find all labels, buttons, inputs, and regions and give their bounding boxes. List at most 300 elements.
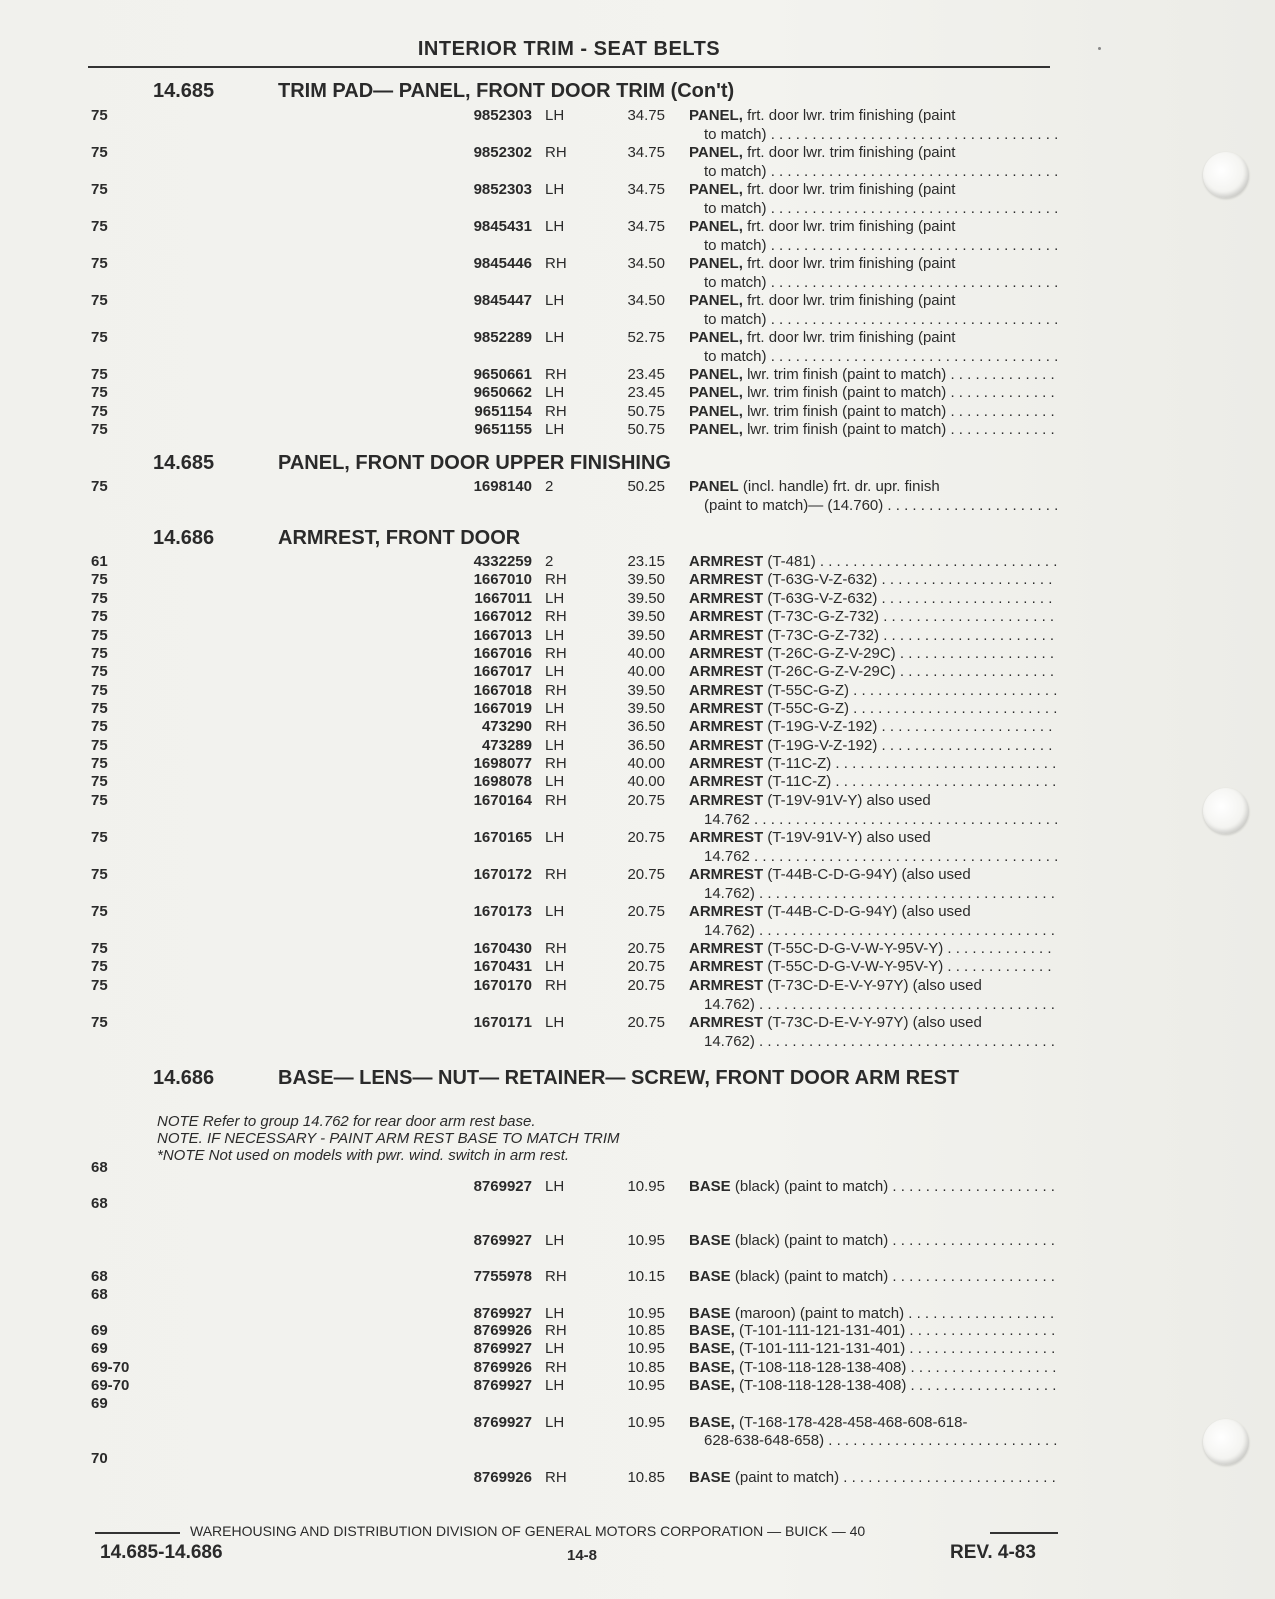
model-year: 69 [91,1395,108,1412]
part-description [689,700,1057,719]
side-or-qty: 2 [545,478,554,495]
part-number: 9650662 [473,384,532,401]
footer-rule-right [990,1532,1058,1534]
description-text: (T-55C-G-Z) . . . [763,682,1057,699]
footer-division: WAREHOUSING AND DISTRIBUTION DIVISION OF GENERAL MOTORS CORPORATION — BUICK — 40 [190,1523,866,1539]
part-description [689,737,1057,756]
description-keyword: ARMREST [689,903,764,920]
list-price: 34.50 [627,255,665,272]
description-text: frt. door lwr. trim finishing (paint [742,329,956,346]
description-text: to match) . . . [704,311,1057,328]
side-or-qty: RH [545,977,567,994]
description-text: (T-19G-V-Z-192) . . . [763,718,1057,735]
part-description [689,384,1057,403]
description-text: (black) (paint to match) . . . [731,1232,1057,1249]
description-text: (T-55C-D-G-V-W-Y-95V-Y) . . . [763,940,1057,957]
description-line [689,366,1057,385]
part-number: 1667013 [473,627,532,644]
model-year: 75 [91,403,108,420]
description-line [689,348,1057,367]
footer-page-number: 14-8 [567,1547,598,1564]
part-description [689,421,1057,440]
description-line [689,773,1057,792]
description-keyword: BASE [689,1177,731,1195]
side-or-qty: LH [545,590,565,607]
description-text: (black) (paint to match) . . . [731,1268,1057,1285]
part-number: 9650661 [473,366,532,383]
side-or-qty: RH [545,1468,567,1486]
side-or-qty: LH [545,627,565,644]
description-line [689,866,1057,885]
side-or-qty: LH [545,829,565,846]
description-keyword: ARMREST [689,792,764,809]
part-number: 1698077 [473,755,532,772]
part-number: 8769927 [473,1304,532,1322]
description-keyword: BASE, [689,1377,735,1394]
description-keyword: ARMREST [689,958,764,975]
list-price: 20.75 [627,1014,665,1031]
section-note: NOTE. IF NECESSARY - PAINT ARM REST BASE TO MATCH TRIM [157,1130,620,1147]
list-price: 40.00 [627,645,665,662]
description-line [689,608,1057,627]
description-text: (black) (paint to match) . . . [731,1178,1057,1195]
list-price: 39.50 [627,700,665,717]
description-keyword: ARMREST [689,608,764,625]
side-or-qty: LH [545,958,565,975]
list-price: 34.75 [627,218,665,235]
part-description [689,292,1057,329]
part-number: 1670172 [473,866,532,883]
part-number: 9845447 [473,292,532,309]
description-text: (T-44B-C-D-G-94Y) (also used [763,866,971,883]
description-keyword: PANEL, [689,218,743,235]
description-keyword: ARMREST [689,755,764,772]
model-year: 68 [91,1286,108,1303]
section-title: PANEL, FRONT DOOR UPPER FINISHING [278,452,671,474]
description-text: (T-11C-Z) . . . [763,773,1057,790]
list-price: 39.50 [627,627,665,644]
section-number: 14.685 [153,452,215,474]
description-text: frt. door lwr. trim finishing (paint [742,107,956,124]
section-number: 14.686 [153,1067,215,1089]
binder-hole-top [1203,152,1249,198]
side-or-qty: LH [545,384,565,401]
description-line [689,107,1057,126]
side-or-qty: LH [545,181,565,198]
description-line [689,274,1057,293]
description-keyword: ARMREST [689,829,764,846]
description-line [689,571,1057,590]
description-line [689,1305,1057,1324]
description-line [689,237,1057,256]
part-description [689,1377,1057,1396]
side-or-qty: 2 [545,553,554,570]
part-description [689,1340,1057,1359]
description-keyword: ARMREST [689,571,764,588]
description-line [689,1232,1057,1251]
description-line [689,885,1057,904]
description-text: (T-63G-V-Z-632) . . . [763,590,1057,607]
list-price: 36.50 [627,718,665,735]
list-price: 36.50 [627,737,665,754]
description-text: (paint to match)— (14.760) . . . [704,497,1057,514]
side-or-qty: LH [545,1232,565,1249]
part-description [689,940,1057,959]
model-year: 75 [91,627,108,644]
description-keyword: ARMREST [689,645,764,662]
description-keyword: PANEL, [689,421,743,438]
description-keyword: BASE, [689,1413,735,1431]
description-text: (T-11C-Z) . . . [763,755,1057,772]
description-text: frt. door lwr. trim finishing (paint [742,292,956,309]
description-keyword: PANEL, [689,181,743,198]
part-description [689,663,1057,682]
footer-rule-left [95,1532,180,1534]
part-description [689,958,1057,977]
description-line [689,903,1057,922]
model-year: 75 [91,218,108,235]
list-price: 20.75 [627,866,665,883]
side-or-qty: LH [545,773,565,790]
side-or-qty: RH [545,792,567,809]
list-price: 20.75 [627,903,665,920]
side-or-qty: LH [545,1377,565,1394]
description-line [689,478,1057,497]
part-description [689,366,1057,385]
list-price: 20.75 [627,958,665,975]
description-keyword: BASE [689,1268,731,1285]
model-year: 69-70 [91,1359,130,1376]
model-year: 75 [91,773,108,790]
part-description [689,1322,1057,1341]
list-price: 40.00 [627,663,665,680]
part-number: 1670165 [473,829,532,846]
model-year: 70 [91,1450,108,1467]
side-or-qty: LH [545,1340,565,1357]
description-line [689,1340,1057,1359]
part-number: 9845431 [473,218,532,235]
part-number: 1667016 [473,645,532,662]
side-or-qty: RH [545,645,567,662]
description-text: (paint to match) . . . [731,1469,1057,1486]
model-year: 75 [91,958,108,975]
description-line [689,590,1057,609]
model-year: 75 [91,737,108,754]
description-text: frt. door lwr. trim finishing (paint [742,255,956,272]
description-text: lwr. trim finish (paint to match) . . . [743,366,1057,383]
description-text: 14.762) . . . [704,922,1057,939]
part-description [689,829,1057,866]
description-keyword: ARMREST [689,718,764,735]
part-description [689,645,1057,664]
description-text: to match) . . . [704,274,1057,291]
list-price: 39.50 [627,608,665,625]
list-price: 39.50 [627,682,665,699]
description-line [689,1469,1057,1488]
description-text: lwr. trim finish (paint to match) . . . [743,403,1057,420]
side-or-qty: RH [545,682,567,699]
description-line [689,1178,1057,1197]
description-keyword: PANEL [689,478,739,495]
description-text: (T-55C-G-Z) . . . [763,700,1057,717]
description-line [689,311,1057,330]
side-or-qty: LH [545,1177,565,1195]
part-number: 1698140 [473,478,532,495]
description-line [689,1414,1057,1433]
description-text: frt. door lwr. trim finishing (paint [742,218,956,235]
section-title: TRIM PAD— PANEL, FRONT DOOR TRIM (Con't) [278,80,735,102]
side-or-qty: LH [545,1413,565,1431]
model-year: 75 [91,792,108,809]
part-description [689,553,1057,572]
model-year: 75 [91,1014,108,1031]
list-price: 34.50 [627,292,665,309]
model-year: 75 [91,608,108,625]
part-description [689,478,1057,515]
description-line [689,663,1057,682]
part-number: 1667011 [474,590,532,607]
description-text: 628-638-648-658) . . . [704,1432,1057,1449]
part-number: 9852302 [473,144,532,161]
model-year: 75 [91,829,108,846]
list-price: 10.95 [627,1232,665,1249]
description-keyword: PANEL, [689,107,743,124]
side-or-qty: RH [545,255,567,272]
side-or-qty: LH [545,329,565,346]
side-or-qty: RH [545,366,567,383]
model-year: 68 [91,1195,108,1212]
list-price: 39.50 [627,590,665,607]
list-price: 39.50 [627,571,665,588]
description-line [689,682,1057,701]
part-number: 1670170 [473,977,532,994]
model-year: 75 [91,940,108,957]
description-text: (T-108-118-128-138-408) . . . [735,1377,1057,1394]
description-keyword: ARMREST [689,627,764,644]
model-year: 75 [91,718,108,735]
model-year: 75 [91,755,108,772]
section-title: BASE— LENS— NUT— RETAINER— SCREW, FRONT DOOR ARM REST [278,1067,960,1089]
list-price: 20.75 [627,940,665,957]
side-or-qty: LH [545,903,565,920]
description-text: (T-55C-D-G-V-W-Y-95V-Y) . . . [763,958,1057,975]
side-or-qty: LH [545,1304,565,1322]
part-number: 1670171 [473,1014,532,1031]
side-or-qty: RH [545,866,567,883]
description-keyword: ARMREST [689,590,764,607]
list-price: 10.95 [627,1304,665,1322]
side-or-qty: LH [545,421,565,438]
part-number: 8769927 [473,1413,532,1431]
list-price: 10.85 [627,1359,665,1376]
side-or-qty: RH [545,940,567,957]
part-number: 8769926 [473,1322,532,1339]
model-year: 75 [91,255,108,272]
description-keyword: ARMREST [689,553,764,570]
list-price: 20.75 [627,792,665,809]
part-number: 9651155 [474,421,532,438]
description-line [689,700,1057,719]
description-line [689,829,1057,848]
description-line [689,755,1057,774]
description-text: to match) . . . [704,200,1057,217]
list-price: 10.95 [627,1377,665,1394]
model-year: 75 [91,107,108,124]
description-text: to match) . . . [704,348,1057,365]
list-price: 10.95 [627,1177,665,1195]
part-description [689,1014,1057,1051]
part-number: 473290 [481,718,532,735]
part-number: 9845446 [473,255,532,272]
list-price: 40.00 [627,755,665,772]
side-or-qty: RH [545,403,567,420]
binder-hole-middle [1203,788,1249,834]
list-price: 23.15 [627,553,665,570]
description-text: to match) . . . [704,126,1057,143]
model-year: 75 [91,329,108,346]
part-number: 8769927 [473,1340,532,1357]
description-line [689,126,1057,145]
model-year: 75 [91,144,108,161]
part-description [689,590,1057,609]
description-keyword: BASE [689,1468,731,1486]
list-price: 10.85 [627,1322,665,1339]
description-line [689,384,1057,403]
part-description [689,1178,1057,1197]
description-keyword: PANEL, [689,366,743,383]
side-or-qty: RH [545,1359,567,1376]
model-year: 68 [91,1268,108,1285]
list-price: 10.15 [627,1268,665,1285]
part-number: 1667019 [473,700,532,717]
part-number: 9852303 [473,181,532,198]
description-text: (T-73C-G-Z-732) . . . [763,627,1057,644]
description-keyword: BASE, [689,1340,735,1357]
model-year: 75 [91,700,108,717]
description-text: 14.762) . . . [704,1033,1057,1050]
list-price: 40.00 [627,773,665,790]
description-line [689,1432,1057,1451]
list-price: 20.75 [627,977,665,994]
side-or-qty: LH [545,218,565,235]
part-description [689,792,1057,829]
description-text: 14.762 . . . [704,848,1057,865]
footer-group-range: 14.685-14.686 [100,1542,223,1563]
description-line [689,718,1057,737]
list-price: 50.75 [627,421,665,438]
part-number: 9651154 [474,403,532,420]
list-price: 10.85 [627,1468,665,1486]
part-description [689,329,1057,366]
description-line [689,792,1057,811]
description-text: to match) . . . [704,163,1057,180]
list-price: 23.45 [627,366,665,383]
description-keyword: BASE, [689,1359,735,1376]
model-year: 75 [91,590,108,607]
side-or-qty: LH [545,663,565,680]
description-line [689,940,1057,959]
description-line [689,1377,1057,1396]
description-keyword: ARMREST [689,682,764,699]
part-description [689,755,1057,774]
description-line [689,977,1057,996]
model-year: 75 [91,181,108,198]
section-note: NOTE Refer to group 14.762 for rear door arm rest base. [157,1113,536,1130]
part-number: 1667012 [473,608,532,625]
description-text: lwr. trim finish (paint to match) . . . [743,421,1057,438]
model-year: 68 [91,1159,108,1176]
part-number: 1670430 [473,940,532,957]
part-description [689,1232,1057,1251]
description-text: (T-63G-V-Z-632) . . . [763,571,1057,588]
description-keyword: PANEL, [689,329,743,346]
description-keyword: PANEL, [689,255,743,272]
part-number: 1667018 [473,682,532,699]
description-text: lwr. trim finish (paint to match) . . . [743,384,1057,401]
model-year: 75 [91,292,108,309]
description-keyword: ARMREST [689,940,764,957]
description-text: (T-73C-D-E-V-Y-97Y) (also used [763,977,982,994]
part-description [689,773,1057,792]
model-year: 75 [91,571,108,588]
part-description [689,1268,1057,1287]
part-number: 8769927 [473,1177,532,1195]
description-line [689,922,1057,941]
description-line [689,200,1057,219]
part-description [689,255,1057,292]
list-price: 34.75 [627,181,665,198]
description-text: (T-108-118-128-138-408) . . . [735,1359,1057,1376]
description-keyword: ARMREST [689,773,764,790]
section-note: *NOTE Not used on models with pwr. wind. switch in arm rest. [157,1147,570,1164]
description-keyword: PANEL, [689,403,743,420]
description-keyword: BASE, [689,1322,735,1339]
list-price: 20.75 [627,829,665,846]
model-year: 61 [91,553,108,570]
part-description [689,866,1057,903]
description-line [689,1268,1057,1287]
part-description [689,218,1057,255]
part-description [689,403,1057,422]
list-price: 10.95 [627,1413,665,1431]
description-text: frt. door lwr. trim finishing (paint [742,181,956,198]
list-price: 50.75 [627,403,665,420]
side-or-qty: RH [545,144,567,161]
model-year: 75 [91,682,108,699]
model-year: 75 [91,384,108,401]
model-year: 75 [91,478,108,495]
description-text: (T-481) . . . [763,553,1057,570]
description-text: (T-26C-G-Z-V-29C) . . . [763,645,1057,662]
description-line [689,163,1057,182]
description-line [689,811,1057,830]
part-description [689,1469,1057,1488]
part-number: 8769926 [473,1359,532,1376]
part-number: 7755978 [473,1268,532,1285]
binder-hole-bottom [1203,1419,1249,1465]
side-or-qty: RH [545,1322,567,1339]
model-year: 75 [91,645,108,662]
description-text: (T-44B-C-D-G-94Y) (also used [763,903,971,920]
list-price: 10.95 [627,1340,665,1357]
part-description [689,107,1057,144]
part-description [689,1305,1057,1324]
footer-revision: REV. 4-83 [950,1542,1036,1563]
description-line [689,255,1057,274]
side-or-qty: RH [545,608,567,625]
side-or-qty: RH [545,718,567,735]
description-line [689,1014,1057,1033]
